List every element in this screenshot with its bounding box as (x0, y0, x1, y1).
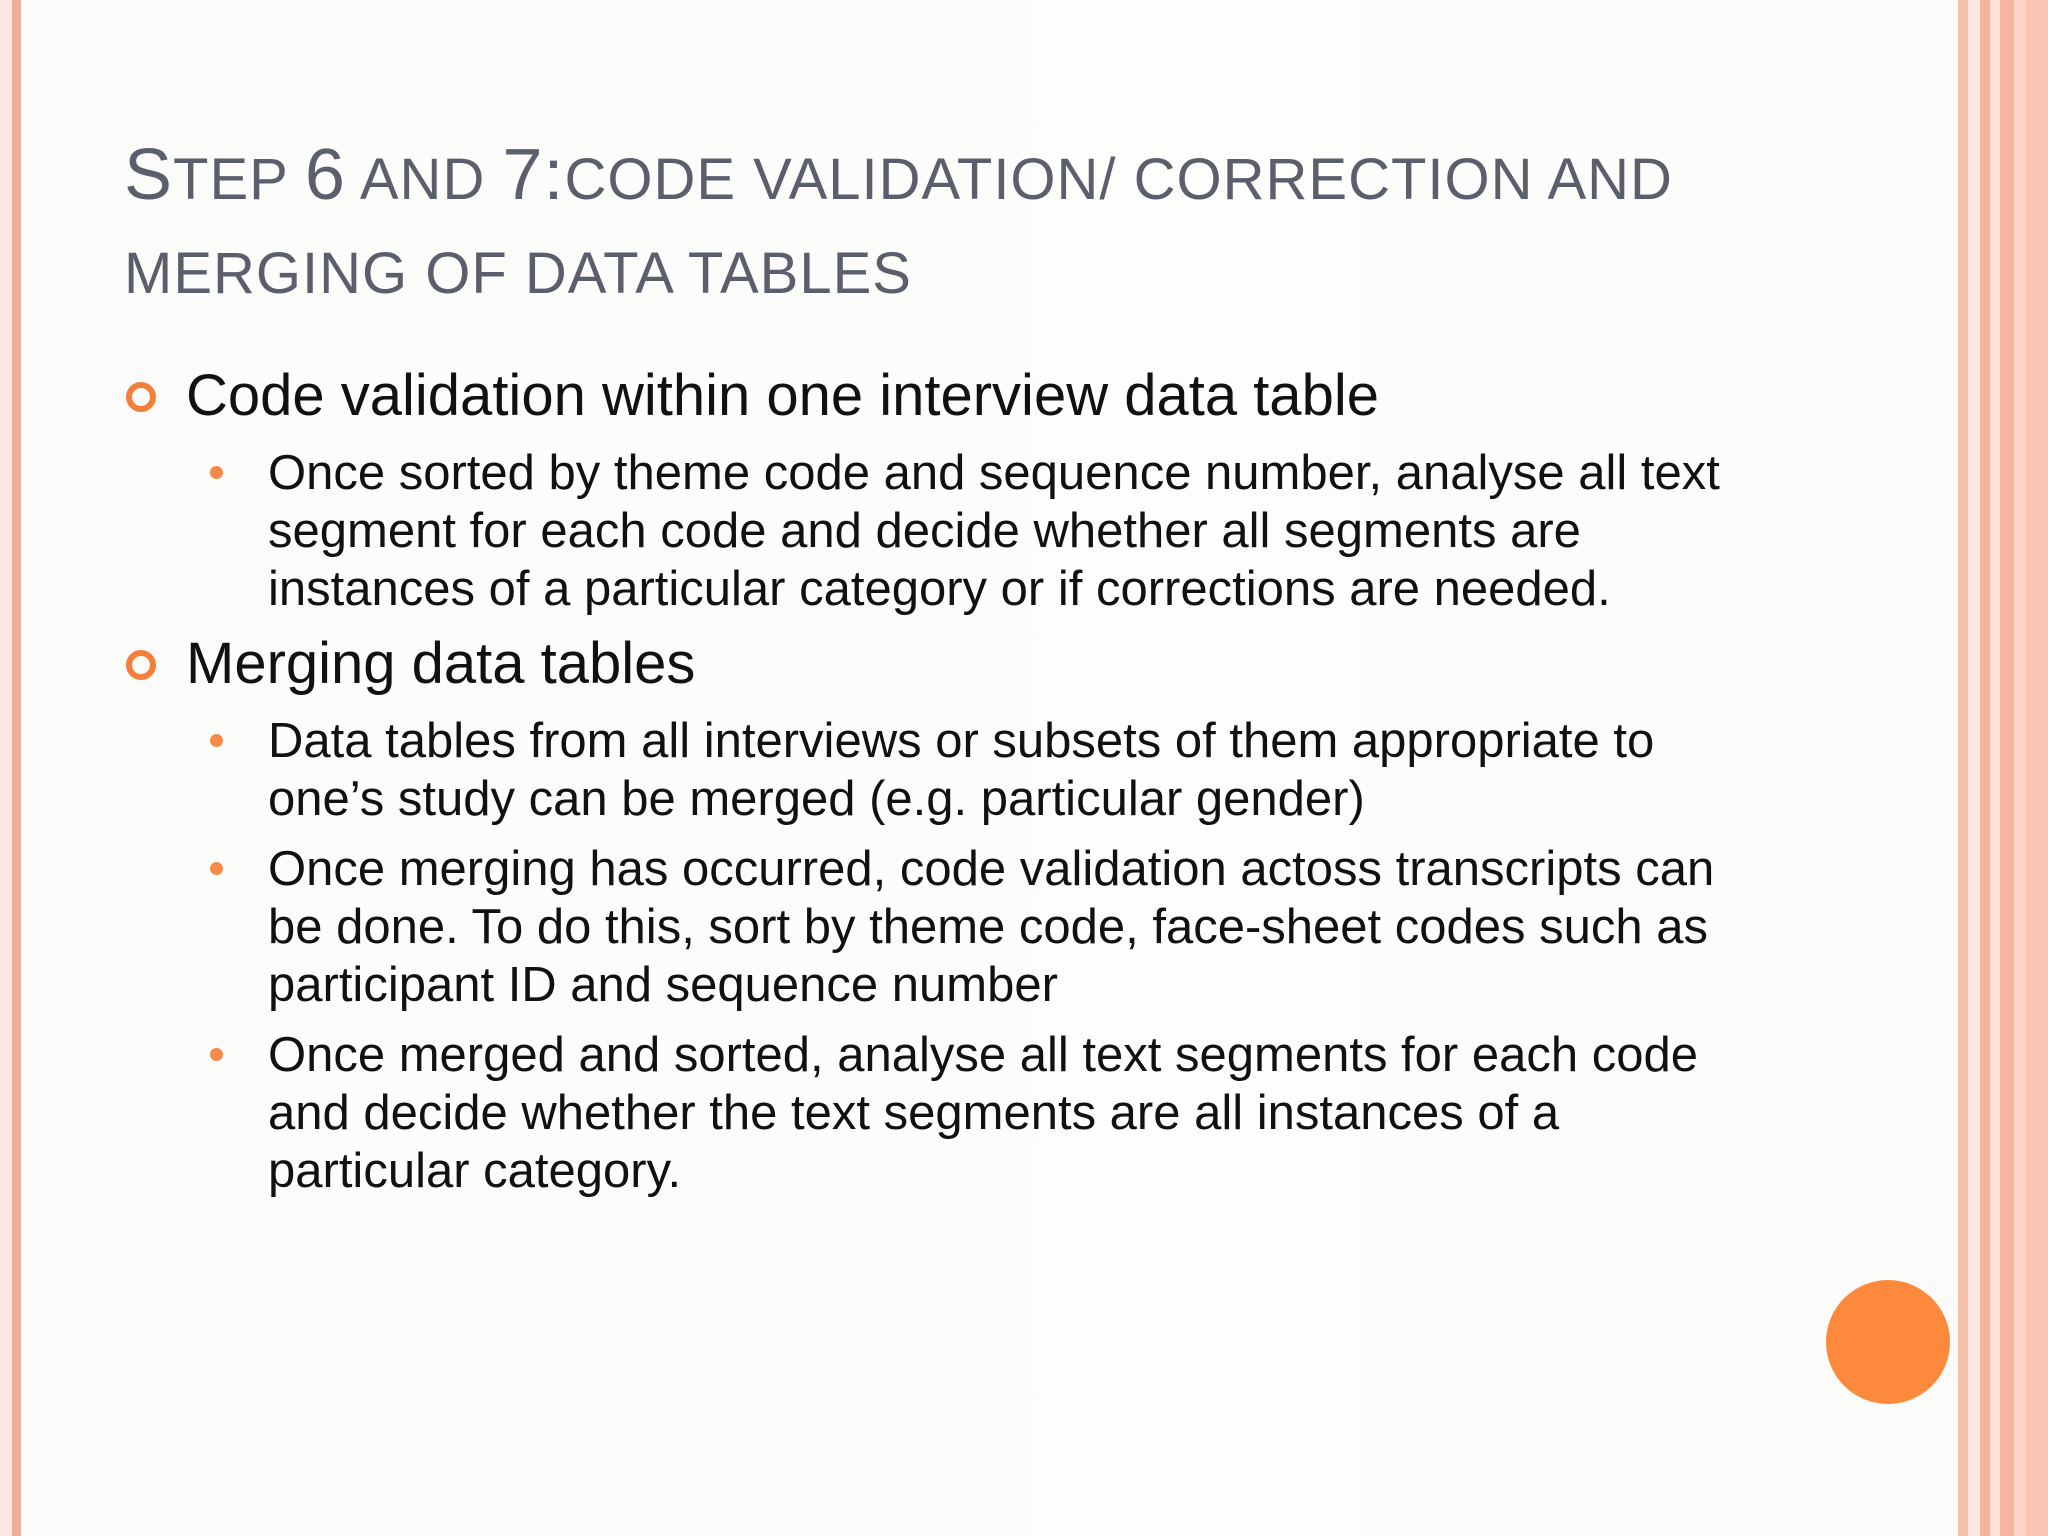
sub-bullet-item (124, 444, 1764, 618)
dot-bullet-icon (210, 1048, 223, 1061)
bullet-group (124, 630, 1764, 1200)
title-part: AND (345, 147, 503, 212)
sub-bullet-text: Once merging has occurred, code validation actoss transcripts can be done. To do this, sort by theme code, face-sheet codes such as participant ID and sequence number (268, 842, 1715, 1012)
right-border-stripe (2026, 0, 2048, 1536)
sub-bullet-item (124, 712, 1764, 828)
right-border-stripe (1990, 0, 2000, 1536)
left-border (12, 0, 21, 1536)
title-part: CODE VALIDATION/ CORRECTION AND MERGING OF DATA TABLES (124, 147, 1673, 306)
title-part: 6 (304, 135, 346, 215)
right-border-stripe (2014, 0, 2026, 1536)
right-border-stripe (1958, 0, 1968, 1536)
bullet-item (124, 362, 1764, 430)
sub-bullet-item (124, 840, 1764, 1014)
bullet-text: Merging data tables (186, 631, 696, 696)
ring-bullet-icon (126, 650, 156, 680)
dot-bullet-icon (210, 466, 223, 479)
title-part: S (124, 135, 174, 215)
ring-bullet-icon (126, 382, 156, 412)
right-border-stripe (2000, 0, 2014, 1536)
sub-bullet-text: Once merged and sorted, analyse all text segments for each code and decide whether the text segments are all instances of a particular category. (268, 1028, 1698, 1198)
decorative-circle (1826, 1280, 1950, 1404)
dot-bullet-icon (210, 734, 223, 747)
dot-bullet-icon (210, 862, 223, 875)
right-border-stripe (1968, 0, 1980, 1536)
left-border-light (0, 0, 12, 1536)
sub-bullet-text: Once sorted by theme code and sequence number, analyse all text segment for each code and decide whether all segments are instances of a particular category or if corrections are needed. (268, 446, 1720, 616)
sub-bullet-item (124, 1026, 1764, 1200)
bullet-text: Code validation within one interview data table (186, 363, 1379, 428)
title-part: 7: (502, 135, 565, 215)
sub-bullet-text: Data tables from all interviews or subsets of them appropriate to one’s study can be merged (e.g. particular gender) (268, 714, 1655, 826)
slide-title (124, 128, 1824, 321)
bullet-list (124, 362, 1764, 1212)
bullet-group (124, 362, 1764, 618)
title-part: TEP (173, 147, 305, 212)
bullet-item (124, 630, 1764, 698)
right-border-stripe (1980, 0, 1990, 1536)
